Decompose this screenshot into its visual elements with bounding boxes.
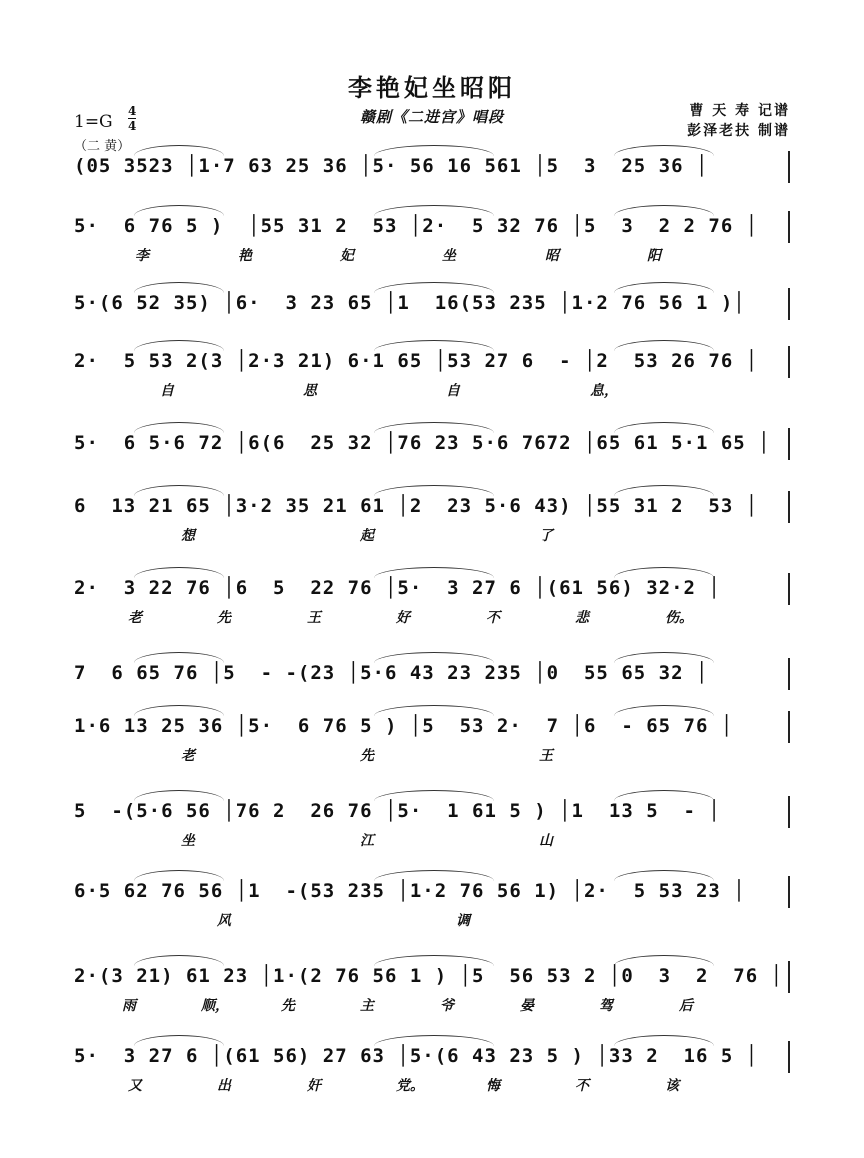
lyric-word: 王 bbox=[307, 610, 321, 626]
score-line bbox=[74, 495, 790, 565]
lyric-word: 李 bbox=[135, 248, 149, 264]
slur-mark bbox=[374, 567, 494, 578]
slur-mark bbox=[134, 652, 224, 663]
jianpu-notes: (05 3523 │1·7 63 25 36 │5· 56 16 561 │5 3 25 36 │ bbox=[74, 155, 709, 177]
slur-mark bbox=[614, 870, 714, 881]
lyric-word: 思 bbox=[303, 383, 317, 399]
jianpu-notes: 1·6 13 25 36 │5· 6 76 5 ) │5 53 2· 7 │6 - 65 76 │ bbox=[74, 715, 734, 737]
score-line bbox=[74, 1045, 790, 1115]
meter-top: 4 bbox=[128, 104, 137, 118]
slur-mark bbox=[614, 567, 714, 578]
barline bbox=[788, 428, 790, 460]
score-line bbox=[74, 577, 790, 647]
barline bbox=[788, 346, 790, 378]
jianpu-notes: 5 -(5·6 56 │76 2 26 76 │5· 1 61 5 ) │1 13 5 - │ bbox=[74, 800, 721, 822]
lyric-word: 顺， bbox=[201, 998, 229, 1014]
transcriber-credit: 曹 天 寿 记谱 bbox=[689, 103, 790, 119]
slur-mark bbox=[374, 145, 494, 156]
barline bbox=[788, 876, 790, 908]
slur-mark bbox=[374, 870, 494, 881]
mode-label: （二 黄） bbox=[74, 139, 131, 154]
lyric-word: 不 bbox=[486, 610, 500, 626]
lyric-word: 昭 bbox=[545, 248, 559, 264]
lyric-word: 晏 bbox=[520, 998, 534, 1014]
lyric-word: 又 bbox=[128, 1078, 142, 1094]
lyrics-line bbox=[74, 745, 790, 765]
lyrics-line bbox=[74, 995, 790, 1015]
slur-mark bbox=[134, 790, 224, 801]
score-title: 李艳妃坐昭阳 bbox=[348, 73, 516, 102]
lyric-word: 老 bbox=[128, 610, 142, 626]
lyric-word: 妃 bbox=[340, 248, 354, 264]
lyric-word: 自 bbox=[160, 383, 174, 399]
score-line bbox=[74, 800, 790, 870]
lyric-word: 想 bbox=[181, 528, 195, 544]
lyric-word: 起 bbox=[360, 528, 374, 544]
barline bbox=[788, 288, 790, 320]
slur-mark bbox=[374, 422, 494, 433]
lyric-word: 坐 bbox=[181, 833, 195, 849]
barline bbox=[788, 151, 790, 183]
barline bbox=[788, 961, 790, 993]
slur-mark bbox=[374, 955, 494, 966]
barline bbox=[788, 711, 790, 743]
lyric-word: 老 bbox=[181, 748, 195, 764]
slur-mark bbox=[374, 652, 494, 663]
lyrics-line bbox=[74, 245, 790, 265]
score-line bbox=[74, 215, 790, 285]
jianpu-notes: 6·5 62 76 56 │1 -(53 235 │1·2 76 56 1) │2· 5 53 23 │ bbox=[74, 880, 746, 902]
lyrics-line bbox=[74, 607, 790, 627]
lyric-word: 自 bbox=[446, 383, 460, 399]
score-line bbox=[74, 350, 790, 420]
slur-mark bbox=[134, 955, 224, 966]
lyric-word: 调 bbox=[456, 913, 470, 929]
lyric-word: 息， bbox=[590, 383, 618, 399]
time-signature bbox=[128, 104, 136, 133]
barline bbox=[788, 211, 790, 243]
lyric-word: 该 bbox=[665, 1078, 679, 1094]
slur-mark bbox=[134, 870, 224, 881]
lyric-word: 阳 bbox=[647, 248, 661, 264]
lyric-word: 爷 bbox=[440, 998, 454, 1014]
lyric-word: 不 bbox=[575, 1078, 589, 1094]
slur-mark bbox=[134, 422, 224, 433]
slur-mark bbox=[134, 567, 224, 578]
barline bbox=[788, 491, 790, 523]
lyric-word: 山 bbox=[539, 833, 553, 849]
jianpu-notes: 5· 6 5·6 72 │6(6 25 32 │76 23 5·6 7672 │65 61 5·1 65 │ bbox=[74, 432, 771, 454]
jianpu-notes: 2·(3 21) 61 23 │1·(2 76 56 1 ) │5 56 53 2 │0 3 2 76 │ bbox=[74, 965, 784, 987]
arranger-credit: 彭泽老扶 制谱 bbox=[687, 123, 790, 139]
lyric-word: 党。 bbox=[396, 1078, 424, 1094]
lyrics-line bbox=[74, 525, 790, 545]
lyric-word: 驾 bbox=[599, 998, 613, 1014]
lyric-word: 了 bbox=[539, 528, 553, 544]
lyric-word: 坐 bbox=[442, 248, 456, 264]
score-subtitle: 赣剧《二进宫》唱段 bbox=[359, 108, 504, 126]
lyric-word: 伤。 bbox=[665, 610, 693, 626]
lyric-word: 雨 bbox=[122, 998, 136, 1014]
barline bbox=[788, 796, 790, 828]
slur-mark bbox=[134, 1035, 224, 1046]
lyric-word: 好 bbox=[396, 610, 410, 626]
lyrics-line bbox=[74, 1075, 790, 1095]
jianpu-notes: 2· 5 53 2(3 │2·3 21) 6·1 65 │53 27 6 - │2 53 26 76 │ bbox=[74, 350, 759, 372]
jianpu-notes: 6 13 21 65 │3·2 35 21 61 │2 23 5·6 43) │55 31 2 53 │ bbox=[74, 495, 759, 517]
lyric-word: 出 bbox=[217, 1078, 231, 1094]
jianpu-notes: 7 6 65 76 │5 - -(23 │5·6 43 23 235 │0 55 65 32 │ bbox=[74, 662, 709, 684]
lyric-word: 先 bbox=[281, 998, 295, 1014]
key-signature: 1=G bbox=[74, 112, 113, 132]
score-line bbox=[74, 965, 790, 1035]
lyrics-line bbox=[74, 830, 790, 850]
slur-mark bbox=[614, 145, 714, 156]
slur-mark bbox=[134, 145, 224, 156]
lyric-word: 先 bbox=[360, 748, 374, 764]
slur-mark bbox=[374, 790, 494, 801]
slur-mark bbox=[614, 790, 714, 801]
jianpu-notes: 2· 3 22 76 │6 5 22 76 │5· 3 27 6 │(61 56) 32·2 │ bbox=[74, 577, 721, 599]
meter-bottom: 4 bbox=[128, 119, 137, 133]
lyric-word: 艳 bbox=[238, 248, 252, 264]
lyric-word: 悔 bbox=[486, 1078, 500, 1094]
jianpu-notes: 5· 6 76 5 ) │55 31 2 53 │2· 5 32 76 │5 3 2 2 76 │ bbox=[74, 215, 759, 237]
lyrics-line bbox=[74, 910, 790, 930]
slur-mark bbox=[614, 1035, 714, 1046]
barline bbox=[788, 573, 790, 605]
slur-mark bbox=[614, 422, 714, 433]
barline bbox=[788, 1041, 790, 1073]
score-line bbox=[74, 880, 790, 950]
slur-mark bbox=[614, 652, 714, 663]
lyric-word: 后 bbox=[679, 998, 693, 1014]
score-line bbox=[74, 715, 790, 785]
lyric-word: 奸 bbox=[307, 1078, 321, 1094]
barline bbox=[788, 658, 790, 690]
slur-mark bbox=[614, 955, 714, 966]
lyric-word: 王 bbox=[539, 748, 553, 764]
lyric-word: 悲 bbox=[575, 610, 589, 626]
lyric-word: 先 bbox=[217, 610, 231, 626]
lyric-word: 风 bbox=[217, 913, 231, 929]
lyric-word: 江 bbox=[360, 833, 374, 849]
lyrics-line bbox=[74, 380, 790, 400]
slur-mark bbox=[374, 1035, 494, 1046]
jianpu-notes: 5· 3 27 6 │(61 56) 27 63 │5·(6 43 23 5 ) │33 2 16 5 │ bbox=[74, 1045, 759, 1067]
lyric-word: 主 bbox=[360, 998, 374, 1014]
jianpu-notes: 5·(6 52 35) │6· 3 23 65 │1 16(53 235 │1·2 76 56 1 )│ bbox=[74, 292, 746, 314]
